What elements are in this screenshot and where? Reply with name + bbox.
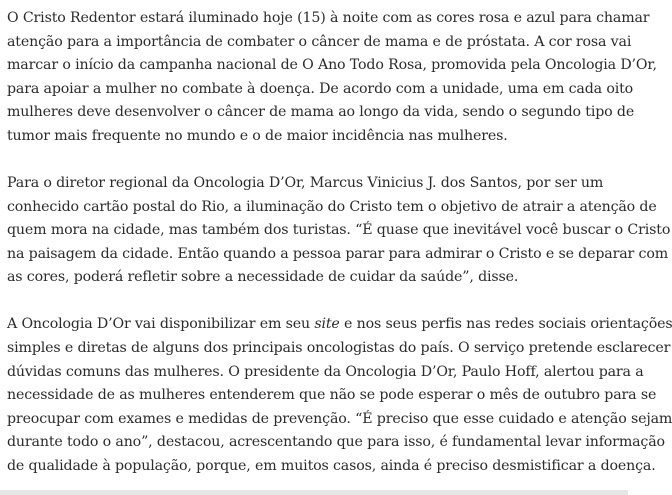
paragraph-line bbox=[7, 361, 644, 385]
text-segment: simples e diretas de alguns dos principais oncologistas do país. O serviço pretende esclarecer bbox=[7, 339, 671, 356]
text-segment: preocupar com exames e medidas de prevenção. “É preciso que esse cuidado e atenção sejam bbox=[7, 410, 672, 427]
text-segment: necessidade de as mulheres entenderem que não se pode esperar o mês de outubro para se bbox=[7, 387, 657, 404]
paragraph-line bbox=[7, 384, 657, 408]
text-segment: e nos seus perfis nas redes sociais orientações bbox=[339, 316, 672, 333]
paragraph-line bbox=[7, 431, 665, 455]
text-segment: quem mora na cidade, mas também dos turistas. “É quase que inevitável você buscar o Cristo bbox=[7, 222, 671, 239]
text-segment: na paisagem da cidade. Então quando a pessoa parar para admirar o Cristo e se deparar com bbox=[7, 245, 669, 262]
paragraph-line bbox=[7, 78, 634, 102]
text-segment: atenção para a importância de combater o câncer de mama e de próstata. A cor rosa vai bbox=[7, 33, 632, 50]
text-segment: marcar o início da campanha nacional de O Ano Todo Rosa, promovida pela Oncologia D’Or, bbox=[7, 57, 657, 74]
article-body bbox=[7, 7, 672, 478]
paragraph-line bbox=[7, 172, 625, 196]
paragraph-line bbox=[7, 408, 672, 432]
paragraph-line bbox=[7, 125, 625, 149]
text-segment: de qualidade à população, porque, em muitos casos, ainda é preciso desmistificar a doença. bbox=[7, 457, 656, 474]
text-segment: mulheres deve desenvolver o câncer de mama ao longo da vida, sendo o segundo tipo de bbox=[7, 104, 635, 121]
paragraph-line bbox=[7, 7, 650, 31]
text-segment: tumor mais frequente no mundo e o de maior incidência nas mulheres. bbox=[7, 127, 508, 144]
text-segment: Para o diretor regional da Oncologia D’Or, Marcus Vinicius J. dos Santos, por ser um bbox=[7, 174, 604, 191]
paragraph-line bbox=[7, 337, 671, 361]
paragraph-line bbox=[7, 266, 625, 290]
paragraph-line bbox=[7, 243, 669, 267]
text-segment: dúvidas comuns das mulheres. O presidente da Oncologia D’Or, Paulo Hoff, alertou para a bbox=[7, 363, 644, 380]
text-segment: para apoiar a mulher no combate à doença. De acordo com a unidade, uma em cada oito bbox=[7, 80, 634, 97]
text-segment: conhecido cartão postal do Rio, a iluminação do Cristo tem o objetivo de atrair a atenção de bbox=[7, 198, 657, 215]
bottom-divider bbox=[0, 490, 628, 495]
text-segment: A Oncologia D’Or vai disponibilizar em seu bbox=[7, 316, 315, 333]
article-paragraph bbox=[7, 172, 671, 290]
italic-text: site bbox=[314, 316, 340, 333]
paragraph-line bbox=[7, 455, 656, 479]
paragraph-line bbox=[7, 54, 657, 78]
text-segment: as cores, poderá refletir sobre a necessidade de cuidar da saúde”, disse. bbox=[7, 269, 519, 286]
paragraph-line bbox=[7, 31, 632, 55]
article-paragraph bbox=[7, 7, 657, 149]
paragraph-line bbox=[7, 101, 635, 125]
text-segment: durante todo o ano”, destacou, acrescentando que para isso, é fundamental levar informação bbox=[7, 434, 665, 451]
paragraph-line bbox=[7, 313, 672, 337]
text-segment: O Cristo Redentor estará iluminado hoje (15) à noite com as cores rosa e azul para chamar bbox=[7, 10, 650, 26]
paragraph-line bbox=[7, 219, 671, 243]
article-paragraph bbox=[7, 313, 672, 478]
paragraph-line bbox=[7, 196, 657, 220]
